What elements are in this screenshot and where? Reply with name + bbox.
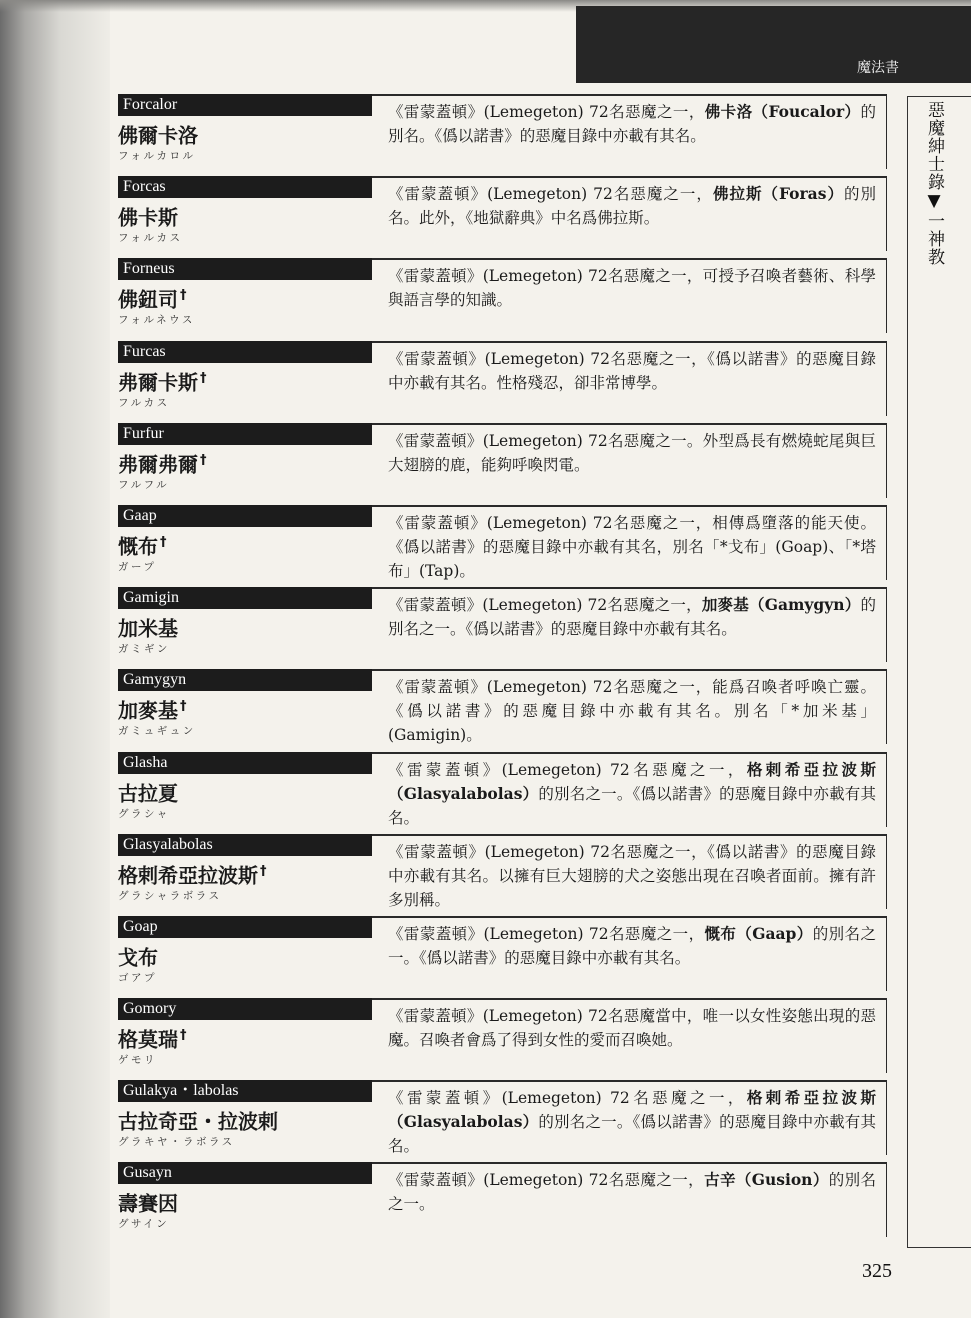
entry-katakana-reading: グラシャラボラス — [118, 889, 222, 902]
entry-katakana-reading: フルカス — [118, 396, 170, 409]
chapter-label: 惡魔紳士錄▼一神教 — [924, 101, 944, 266]
entry-katakana-reading: フォルカロル — [118, 150, 196, 162]
entry-katakana-reading: ゲモリ — [118, 1054, 157, 1067]
glossary-entry — [118, 176, 888, 258]
entry-chinese-name — [118, 284, 187, 312]
dagger-mark: † — [200, 370, 207, 386]
entry-katakana-reading: グサイン — [118, 1218, 170, 1231]
running-header — [576, 6, 971, 83]
entry-latin-name: Glasha — [118, 752, 372, 774]
entry-description: 《雷蒙蓋頓》(Lemegeton) 72名惡魔之一，格剌希亞拉波斯（Glasyalabolas）的別名之一。《僞以諾書》的惡魔目錄中亦載有其名。 — [388, 759, 876, 827]
entry-chinese-name — [118, 1106, 280, 1134]
entry-latin-name: Forcas — [118, 176, 372, 198]
entry-chinese-name-text: 佛卡斯 — [118, 205, 178, 230]
entry-chinese-name-text: 弗爾弗爾 — [118, 452, 198, 477]
entry-chinese-name-text: 弗爾卡斯 — [118, 370, 198, 395]
entry-latin-name: Forneus — [118, 258, 372, 280]
glossary-entry — [118, 94, 888, 176]
glossary-entry — [118, 669, 888, 751]
entry-chinese-name-text: 古拉奇亞・拉波剌 — [118, 1109, 278, 1134]
entry-chinese-name-text: 加麥基 — [118, 698, 178, 723]
entry-chinese-name-text: 壽賽因 — [118, 1192, 178, 1217]
entry-katakana-reading: フォルネウス — [118, 314, 195, 327]
entry-chinese-name — [118, 695, 187, 723]
chapter-side-tab — [907, 96, 971, 1248]
entry-katakana-reading: ガミュギュン — [118, 725, 196, 738]
glossary-entry — [118, 752, 888, 834]
glossary-entry — [118, 258, 888, 340]
glossary-entry — [118, 341, 888, 423]
entry-description: 《雷蒙蓋頓》(Lemegeton) 72名惡魔之一，佛卡洛（Foucalor）的別名。《僞以諾書》的惡魔目錄中亦載有其名。 — [388, 102, 876, 145]
entry-chinese-name-text: 古拉夏 — [118, 781, 178, 806]
entry-latin-name: Glasyalabolas — [118, 834, 372, 856]
glossary-entry — [118, 916, 888, 998]
entry-chinese-name — [118, 367, 207, 395]
entry-description: 《雷蒙蓋頓》(Lemegeton) 72名惡魔之一，佛拉斯（Foras）的別名。此外，《地獄辭典》中名爲佛拉斯。 — [388, 184, 876, 228]
entry-katakana-reading: グラキヤ・ラボラス — [118, 1136, 235, 1149]
entry-latin-name: Gaap — [118, 505, 372, 527]
entry-description: 《雷蒙蓋頓》(Lemegeton) 72名惡魔之一，能爲召喚者呼喚亡靈。《僞以諾書》的惡魔目錄中亦載有其名。別名「*加米基」(Gamigin)。 — [388, 678, 876, 745]
glossary-entry — [118, 587, 888, 669]
entry-description: 《雷蒙蓋頓》(Lemegeton) 72名惡魔之一，格剌希亞拉波斯（Glasyalabolas）的別名之一。《僞以諾書》的惡魔目錄中亦載有其名。 — [388, 1088, 876, 1156]
entry-chinese-name — [118, 531, 167, 559]
entry-latin-name: Gamygyn — [118, 669, 372, 691]
entry-description: 《雷蒙蓋頓》(Lemegeton) 72名惡魔之一，慨布（Gaap）的別名之一。《僞以諾書》的惡魔目錄中亦載有其名。 — [388, 923, 876, 967]
entry-description: 《雷蒙蓋頓》(Lemegeton) 72名惡魔之一。外型爲長有燃燒蛇尾與巨大翅膀的鹿，能夠呼喚閃電。 — [388, 431, 876, 474]
entry-chinese-name-text: 佛爾卡洛 — [118, 123, 198, 148]
entry-chinese-name — [118, 202, 180, 230]
entry-latin-name: Gamigin — [118, 587, 372, 609]
page-number: 325 — [862, 1260, 892, 1282]
entry-chinese-name — [118, 1188, 180, 1216]
entry-description: 《雷蒙蓋頓》(Lemegeton) 72名惡魔之一，相傳爲墮落的能天使。《僞以諾書》的惡魔目錄中亦載有其名，別名「*戈布」(Goap)、「*塔布」(Tap)。 — [388, 513, 876, 580]
dagger-mark: † — [160, 534, 167, 550]
entry-katakana-reading: フルフル — [118, 478, 170, 491]
glossary-entries — [118, 94, 888, 1245]
entry-chinese-name-text: 格剌希亞拉波斯 — [118, 863, 258, 888]
glossary-entry — [118, 1162, 888, 1244]
glossary-entry — [118, 998, 888, 1080]
book-gutter-shadow — [0, 0, 110, 1318]
entry-description: 《雷蒙蓋頓》(Lemegeton) 72名惡魔之一，加麥基（Gamygyn）的別名之一。《僞以諾書》的惡魔目錄中亦載有其名。 — [388, 595, 876, 639]
glossary-entry — [118, 505, 888, 587]
entry-chinese-name-text: 格莫瑞 — [118, 1027, 178, 1052]
entry-description: 《雷蒙蓋頓》(Lemegeton) 72名惡魔之一，可授予召喚者藝術、科學與語言學的知識。 — [388, 267, 876, 310]
entry-chinese-name — [118, 449, 207, 477]
entry-description: 《雷蒙蓋頓》(Lemegeton) 72名惡魔之一，《僞以諾書》的惡魔目錄中亦載有其名。性格殘忍，卻非常博學。 — [388, 349, 876, 392]
entry-chinese-name-text: 加米基 — [118, 616, 178, 641]
dagger-mark: † — [260, 863, 267, 879]
entry-latin-name: Goap — [118, 916, 372, 938]
entry-chinese-name-text: 戈布 — [118, 945, 158, 970]
entry-latin-name: Gulakya・labolas — [118, 1080, 372, 1102]
entry-chinese-name — [118, 942, 160, 970]
glossary-entry — [118, 834, 888, 916]
dagger-mark: † — [180, 699, 187, 715]
entry-description: 《雷蒙蓋頓》(Lemegeton) 72名惡魔之一，古辛（Gusion）的別名之一。 — [388, 1170, 876, 1214]
dagger-mark: † — [200, 452, 207, 468]
dagger-mark: † — [180, 288, 187, 304]
glossary-entry — [118, 1080, 888, 1162]
entry-latin-name: Gusayn — [118, 1162, 372, 1184]
dagger-mark: † — [180, 1028, 187, 1044]
glossary-entry — [118, 423, 888, 505]
entry-chinese-name-text: 慨布 — [118, 534, 158, 559]
entry-chinese-name-text: 佛鈕司 — [118, 288, 178, 313]
entry-chinese-name — [118, 860, 267, 888]
entry-latin-name: Forcalor — [118, 94, 372, 116]
entry-katakana-reading: ガープ — [118, 560, 157, 573]
entry-chinese-name — [118, 120, 200, 148]
book-title: 魔法書 — [857, 60, 899, 76]
entry-chinese-name — [118, 1024, 187, 1052]
entry-latin-name: Gomory — [118, 998, 372, 1020]
entry-katakana-reading: フォルカス — [118, 232, 183, 245]
entry-description: 《雷蒙蓋頓》(Lemegeton) 72名惡魔之一，《僞以諾書》的惡魔目錄中亦載有其名。以擁有巨大翅膀的犬之姿態出現在召喚者面前。擁有許多別稱。 — [388, 842, 876, 909]
entry-description: 《雷蒙蓋頓》(Lemegeton) 72名惡魔當中，唯一以女性姿態出現的惡魔。召喚者會爲了得到女性的愛而召喚她。 — [388, 1007, 876, 1050]
entry-chinese-name — [118, 778, 180, 806]
entry-katakana-reading: グラシャ — [118, 807, 170, 820]
entry-chinese-name — [118, 613, 180, 641]
entry-latin-name: Furfur — [118, 423, 372, 445]
entry-katakana-reading: ガミギン — [118, 643, 170, 656]
entry-latin-name: Furcas — [118, 341, 372, 363]
entry-katakana-reading: ゴアプ — [118, 971, 157, 984]
